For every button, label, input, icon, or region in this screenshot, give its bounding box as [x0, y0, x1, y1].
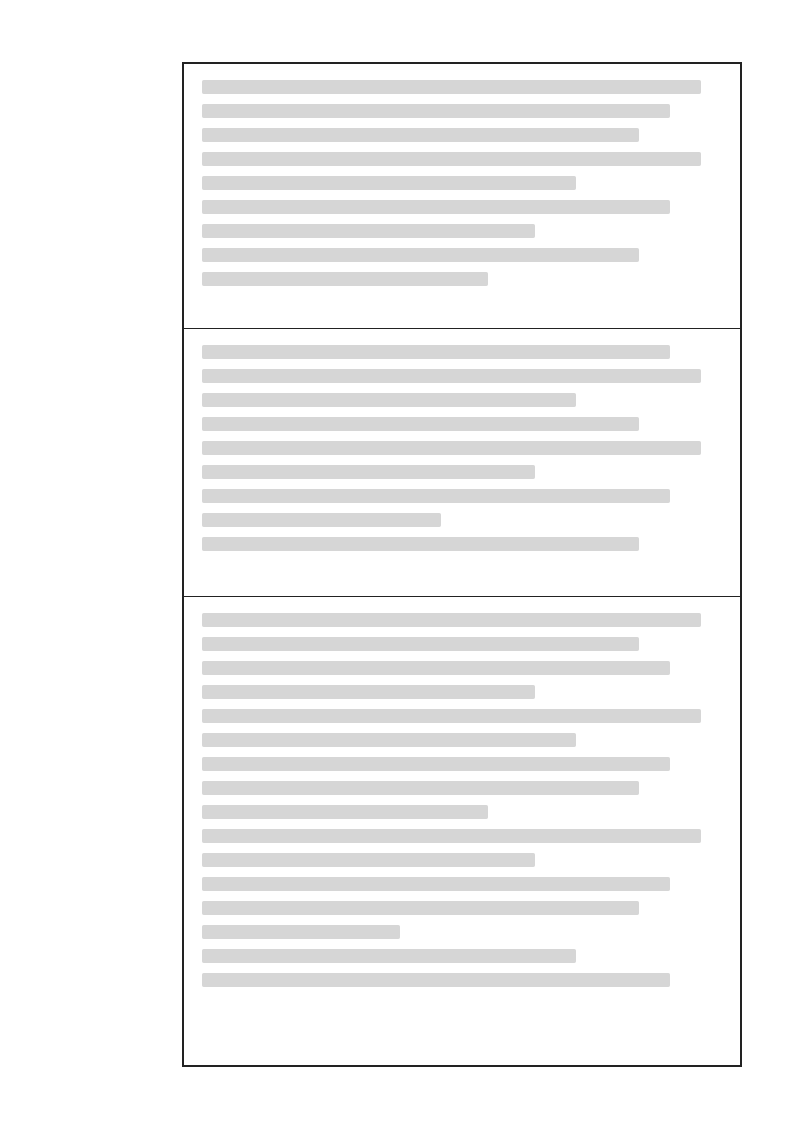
text-line-placeholder [202, 489, 670, 503]
text-frame [182, 62, 742, 1067]
text-line-placeholder [202, 685, 535, 699]
text-line-placeholder [202, 80, 701, 94]
text-line-placeholder [202, 805, 488, 819]
text-line-placeholder [202, 224, 535, 238]
text-line-placeholder [202, 176, 576, 190]
text-line-placeholder [202, 200, 670, 214]
text-line-placeholder [202, 877, 670, 891]
text-tier-bottom [184, 596, 740, 1069]
text-line-placeholder [202, 441, 701, 455]
text-line-placeholder [202, 733, 576, 747]
text-line-placeholder [202, 345, 670, 359]
text-line-placeholder [202, 709, 701, 723]
text-line-placeholder [202, 661, 670, 675]
text-line-placeholder [202, 853, 535, 867]
text-line-placeholder [202, 128, 639, 142]
text-line-placeholder [202, 925, 400, 939]
tier-placeholder-lines [202, 345, 722, 580]
text-line-placeholder [202, 272, 488, 286]
text-line-placeholder [202, 757, 670, 771]
text-line-placeholder [202, 152, 701, 166]
page-number [748, 705, 788, 765]
text-line-placeholder [202, 369, 701, 383]
text-line-placeholder [202, 613, 701, 627]
text-tier-top [184, 64, 740, 328]
tier-placeholder-lines [202, 613, 722, 1053]
text-line-placeholder [202, 248, 639, 262]
text-line-placeholder [202, 901, 639, 915]
text-line-placeholder [202, 104, 670, 118]
text-line-placeholder [202, 781, 639, 795]
text-line-placeholder [202, 949, 576, 963]
text-line-placeholder [202, 513, 441, 527]
text-tier-middle [184, 328, 740, 596]
text-line-placeholder [202, 465, 535, 479]
tier-placeholder-lines [202, 80, 722, 312]
text-line-placeholder [202, 973, 670, 987]
text-line-placeholder [202, 393, 576, 407]
text-line-placeholder [202, 537, 639, 551]
text-line-placeholder [202, 637, 639, 651]
text-line-placeholder [202, 417, 639, 431]
text-line-placeholder [202, 829, 701, 843]
